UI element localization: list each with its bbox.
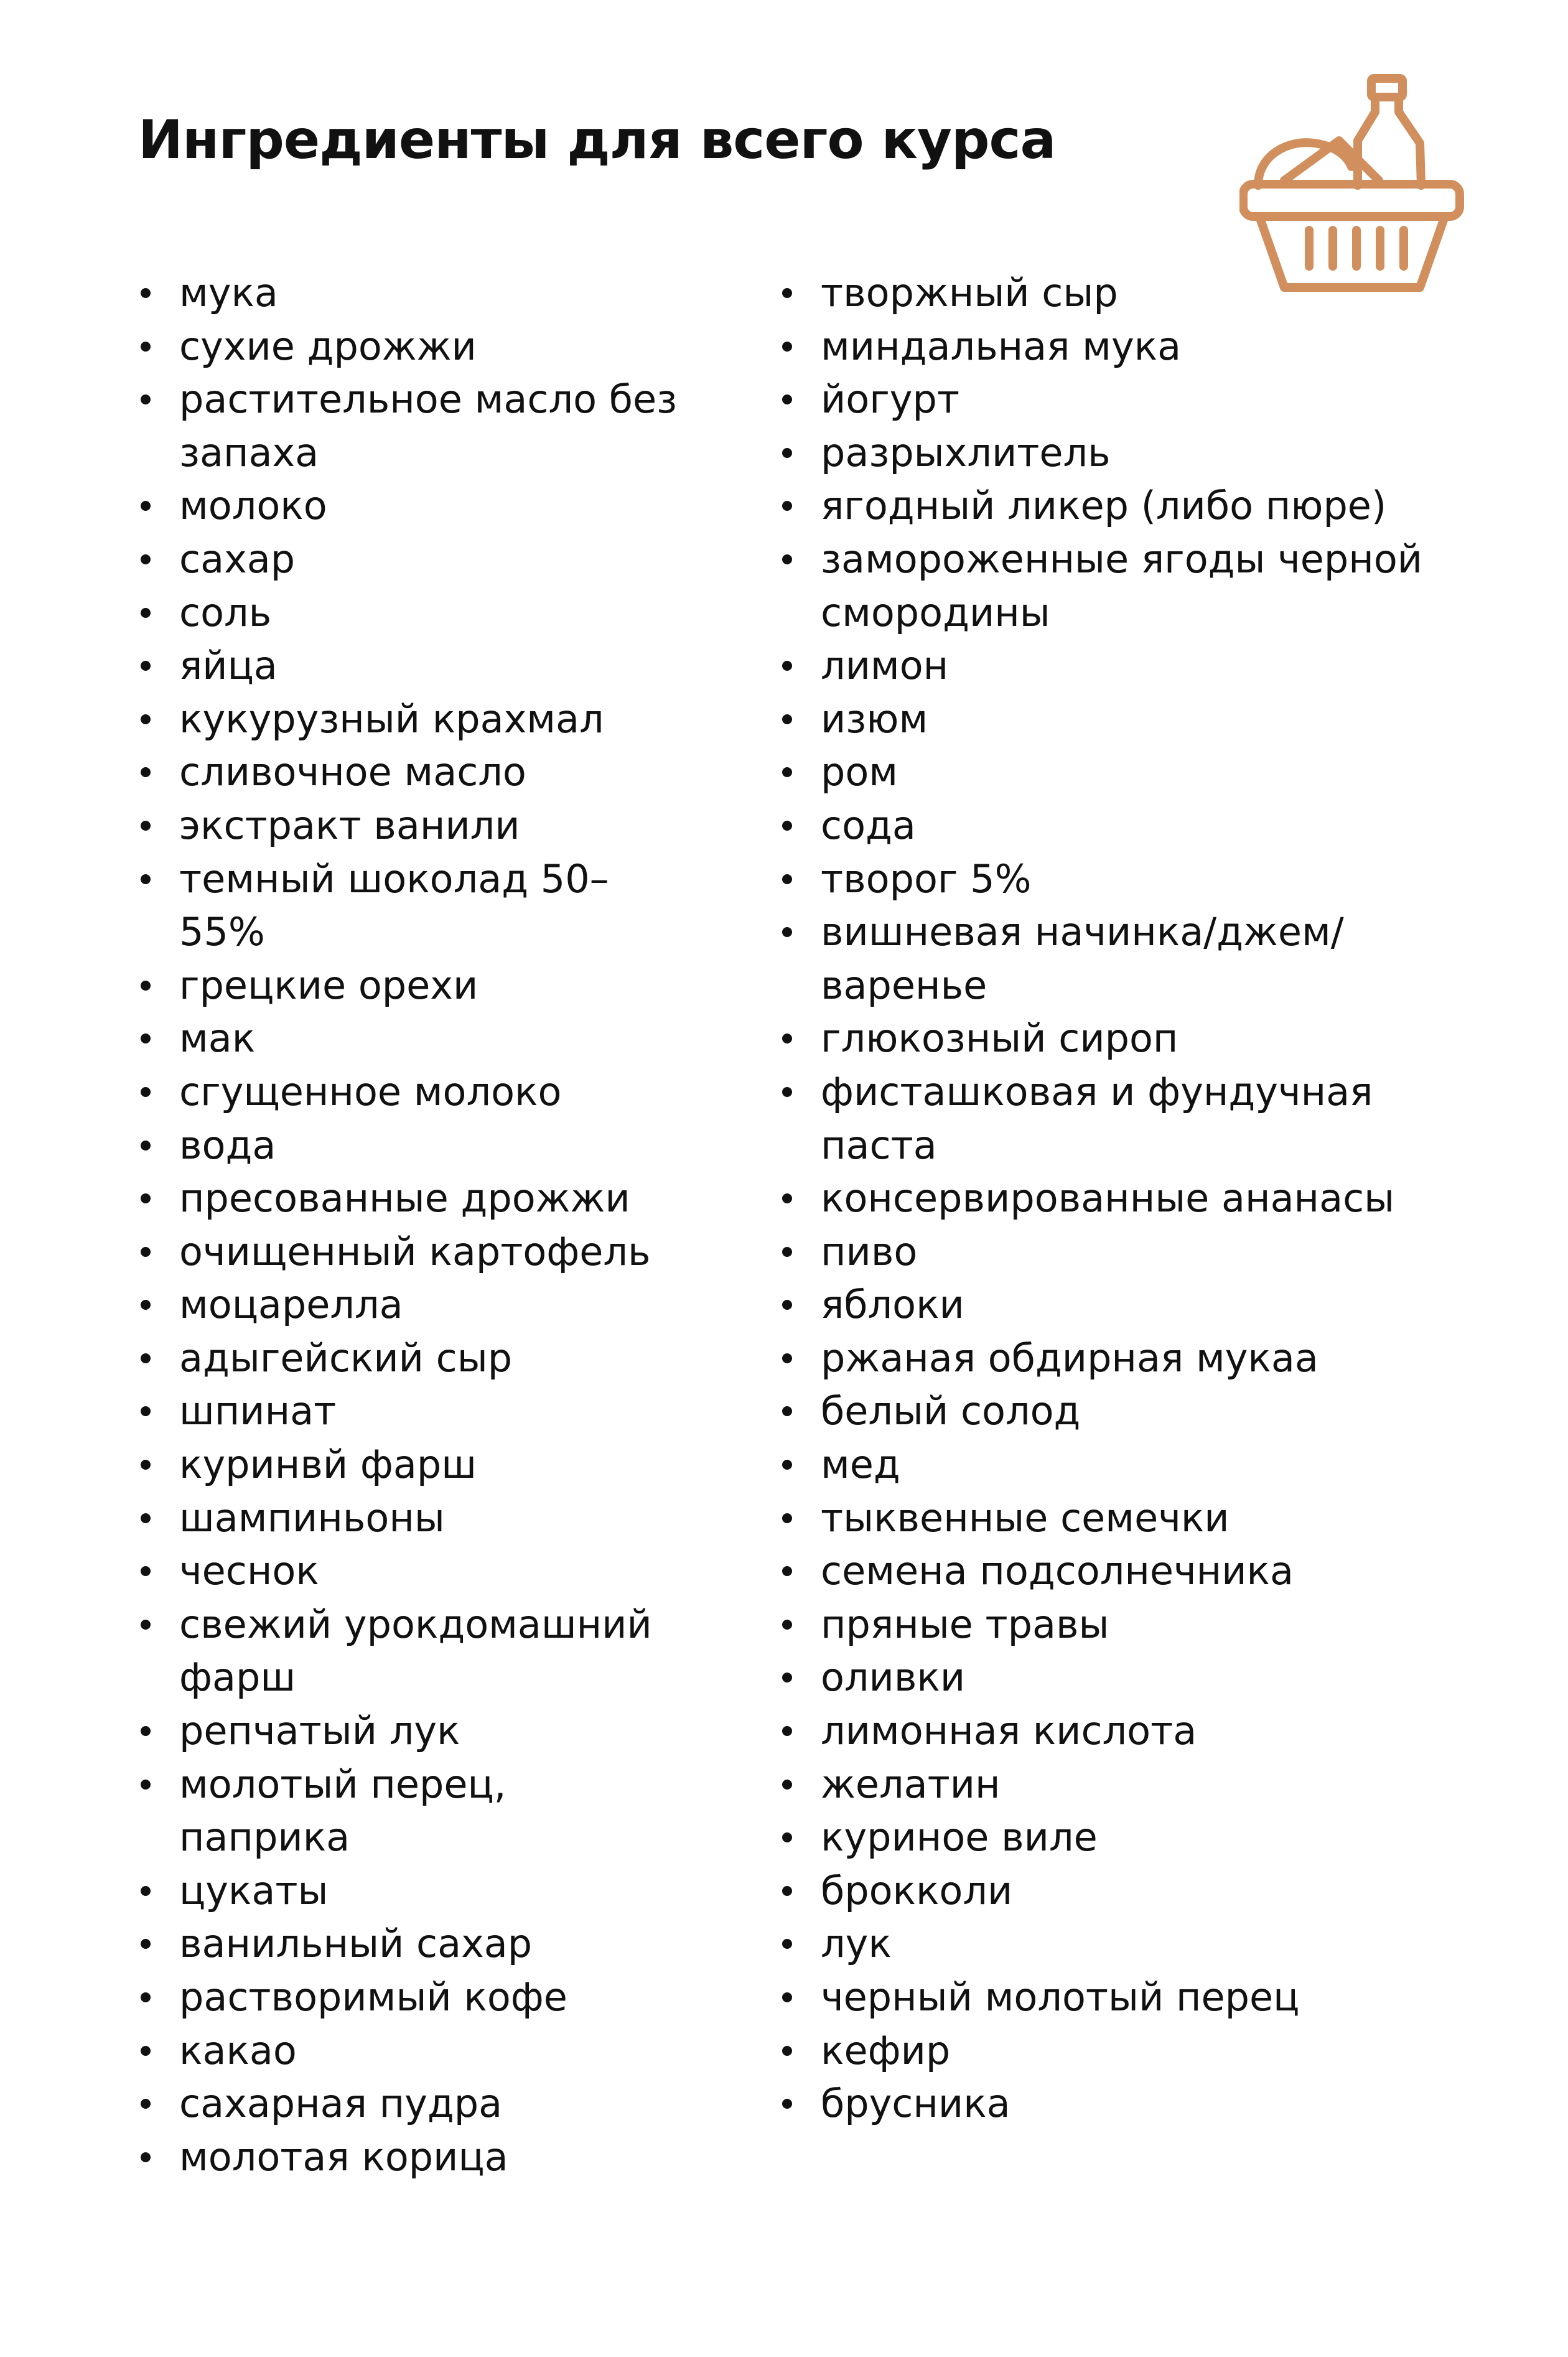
ingredient-item: белый солод [780, 1384, 1489, 1438]
ingredient-item: молоко [138, 479, 686, 533]
ingredient-item: куриное виле [780, 1811, 1489, 1864]
ingredient-item: ягодный ликер (либо пюре) [780, 479, 1489, 533]
ingredient-item: творжный сыр [780, 266, 1489, 320]
ingredient-item: сода [780, 799, 1489, 852]
ingredient-item: очищенный картофель [138, 1225, 686, 1279]
ingredient-item: растительное масло без запаха [138, 373, 686, 479]
ingredient-item: вишневая начинка/джем/варенье [780, 905, 1489, 1012]
ingredient-item: какао [138, 2024, 686, 2078]
ingredient-item: молотый перец, паприка [138, 1758, 686, 1864]
page-title: Ингредиенты для всего курса [138, 109, 1056, 171]
ingredient-item: кефир [780, 2024, 1489, 2078]
ingredients-list-right [780, 266, 1489, 2131]
ingredient-item: сухие дрожжи [138, 320, 686, 373]
ingredient-item: лимонная кислота [780, 1704, 1489, 1758]
ingredient-item: свежий урокдомашний фарш [138, 1598, 686, 1704]
ingredient-item: лимон [780, 639, 1489, 693]
ingredient-item: моцарелла [138, 1278, 686, 1332]
ingredient-item: желатин [780, 1758, 1489, 1811]
ingredient-item: изюм [780, 693, 1489, 746]
ingredient-item: темный шоколад 50–55% [138, 852, 686, 959]
ingredient-item: молотая корица [138, 2131, 686, 2184]
ingredient-item: пресованные дрожжи [138, 1172, 686, 1225]
ingredient-item: экстракт ванили [138, 799, 686, 852]
ingredient-item: цукаты [138, 1864, 686, 1918]
ingredient-item: творог 5% [780, 852, 1489, 906]
ingredient-item: замороженные ягоды черной смородины [780, 533, 1489, 639]
ingredient-item: сахар [138, 533, 686, 586]
ingredient-item: растворимый кофе [138, 1971, 686, 2024]
ingredient-item: кукурузный крахмал [138, 693, 686, 746]
ingredient-item: оливки [780, 1651, 1489, 1704]
ingredient-item: шпинат [138, 1384, 686, 1438]
ingredient-item: куринвй фарш [138, 1438, 686, 1491]
ingredient-item: грецкие орехи [138, 959, 686, 1012]
ingredient-item: ром [780, 745, 1489, 799]
ingredient-item: ржаная обдирная мукаа [780, 1332, 1489, 1385]
ingredient-item: сливочное масло [138, 745, 686, 799]
ingredient-item: яблоки [780, 1278, 1489, 1332]
ingredient-item: шампиньоны [138, 1491, 686, 1545]
ingredient-item: сгущенное молоко [138, 1065, 686, 1119]
ingredient-item: сахарная пудра [138, 2077, 686, 2131]
ingredient-item: соль [138, 586, 686, 640]
ingredient-item: глюкозный сироп [780, 1012, 1489, 1065]
ingredient-item: мак [138, 1012, 686, 1065]
ingredient-item: адыгейский сыр [138, 1332, 686, 1385]
ingredient-item: миндальная мука [780, 320, 1489, 373]
ingredient-item: брокколи [780, 1864, 1489, 1918]
ingredient-item: фисташковая и фундучная паста [780, 1065, 1489, 1172]
ingredient-item: лук [780, 1917, 1489, 1971]
ingredient-item: йогурт [780, 373, 1489, 426]
ingredient-item: семена подсолнечника [780, 1544, 1489, 1598]
ingredient-item: тыквенные семечки [780, 1491, 1489, 1545]
ingredient-item: консервированные ананасы [780, 1172, 1489, 1225]
grocery-basket-icon [1239, 73, 1465, 294]
ingredient-item: мука [138, 266, 686, 320]
ingredient-item: черный молотый перец [780, 1971, 1489, 2024]
ingredient-item: пиво [780, 1225, 1489, 1279]
ingredient-item: яйца [138, 639, 686, 693]
ingredient-item: мед [780, 1438, 1489, 1491]
ingredient-item: ванильный сахар [138, 1917, 686, 1971]
ingredient-item: репчатый лук [138, 1704, 686, 1758]
ingredient-item: брусника [780, 2077, 1489, 2131]
ingredient-item: разрыхлитель [780, 426, 1489, 480]
ingredient-item: вода [138, 1119, 686, 1172]
ingredients-list-left [138, 266, 686, 2183]
ingredient-item: пряные травы [780, 1598, 1489, 1651]
ingredient-item: чеснок [138, 1544, 686, 1598]
